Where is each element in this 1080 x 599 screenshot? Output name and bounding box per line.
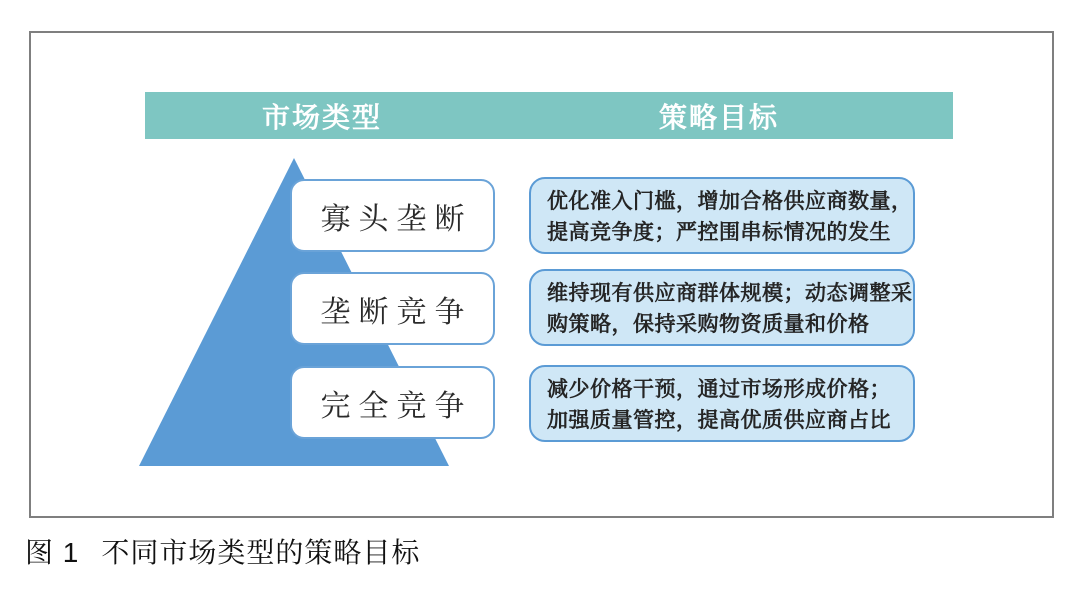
figure-panel [29, 31, 1054, 518]
strategy-box-monopolistic-competition [529, 269, 915, 346]
strategy-text-line: 维持现有供应商群体规模；动态调整采 [547, 282, 913, 305]
header-market-type: 市场类型 [261, 101, 383, 133]
figure-number-label: 图 1 [25, 537, 80, 568]
strategy-text-line: 优化准入门槛，增加合格供应商数量， [547, 190, 913, 213]
strategy-text-line: 购策略，保持采购物资质量和价格 [547, 313, 870, 336]
market-type-box-monopolistic-competition [290, 272, 495, 345]
strategy-box-perfect-competition [529, 365, 915, 442]
market-type-label: 完全竞争 [320, 388, 473, 424]
market-type-box-oligopoly [290, 179, 495, 252]
market-type-label: 垄断竞争 [320, 294, 473, 330]
strategy-text-line: 减少价格干预，通过市场形成价格； [547, 378, 891, 401]
market-type-box-perfect-competition [290, 366, 495, 439]
strategy-box-oligopoly [529, 177, 915, 254]
strategy-text-line: 提高竞争度；严控围串标情况的发生 [547, 221, 891, 244]
header-strategy-goal: 策略目标 [658, 101, 780, 133]
strategy-text-line: 加强质量管控，提高优质供应商占比 [547, 409, 891, 432]
figure-caption [25, 531, 420, 571]
figure-caption-title: 不同市场类型的策略目标 [101, 537, 421, 568]
market-type-label: 寡头垄断 [320, 201, 473, 237]
